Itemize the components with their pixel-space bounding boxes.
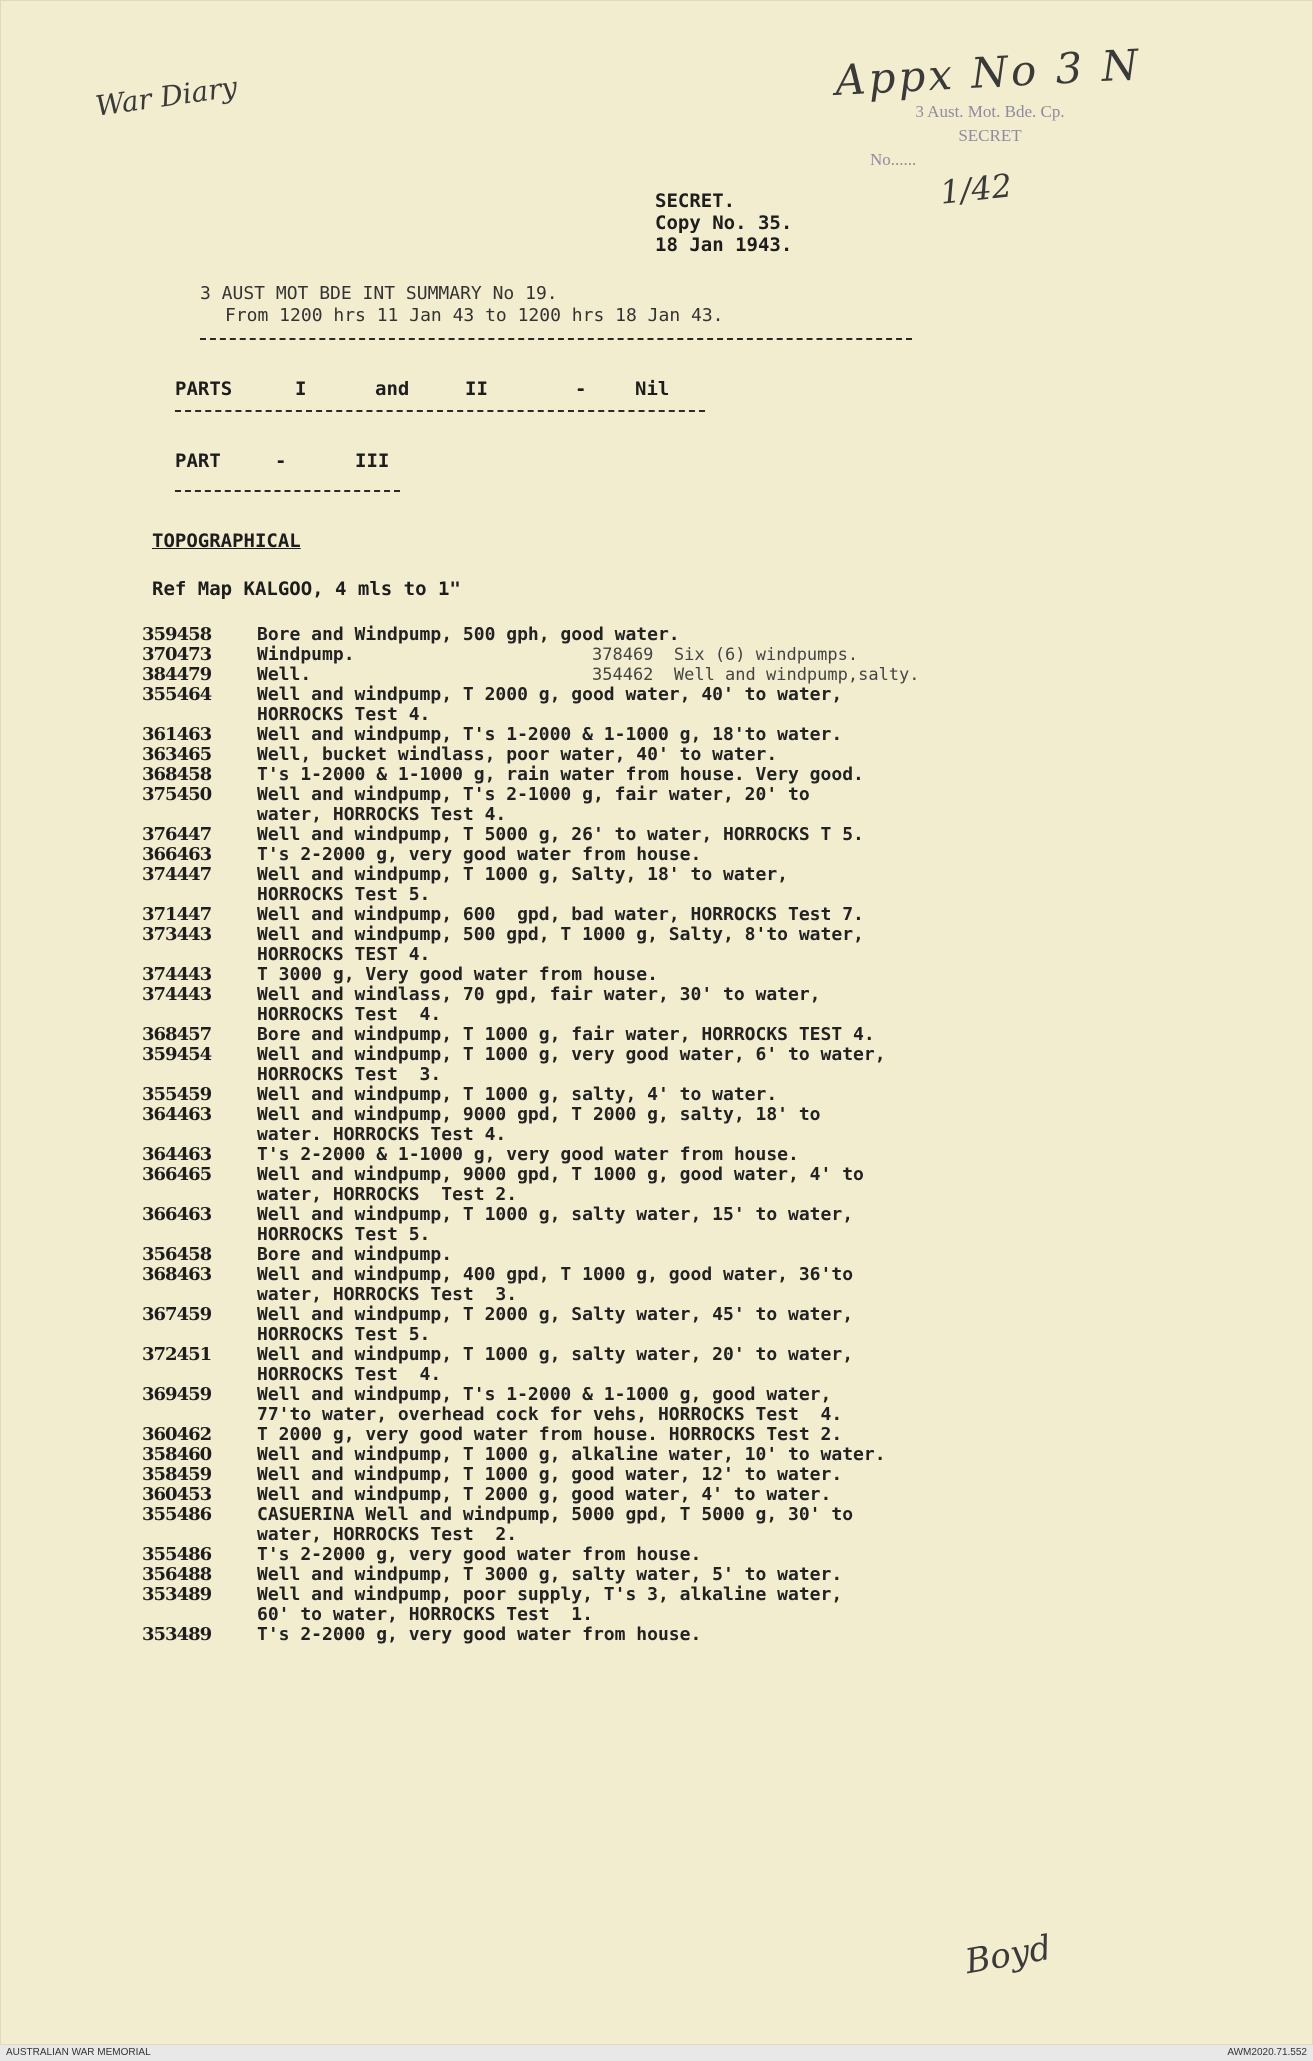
list-item [142, 1585, 1142, 1625]
list-item [142, 1165, 1142, 1205]
list-item [142, 1045, 1142, 1085]
entry-description: Well. [257, 664, 312, 685]
list-item [142, 625, 1142, 645]
summary-title [200, 283, 724, 327]
entry-description: Well and windpump, 9000 gpd, T 2000 g, salty, 18' to water. HORROCKS Test 4. [257, 1104, 821, 1145]
entry-description: Well and windpump, T 1000 g, salty, 4' to water. [257, 1084, 778, 1105]
side-entry: 378469 Six (6) windpumps. [592, 645, 859, 665]
list-item [142, 785, 1142, 825]
list-item [142, 1265, 1142, 1305]
entry-description: Well and windpump, T 1000 g, salty water, 15' to water, HORROCKS Test 5. [257, 1204, 854, 1245]
grid-reference: 359458 [142, 624, 212, 645]
grid-reference: 366463 [142, 1204, 212, 1225]
list-item [142, 985, 1142, 1025]
entry-description: Well and windpump, poor supply, T's 3, alkaline water, 60' to water, HORROCKS Test 1. [257, 1584, 843, 1625]
entry-description: T 3000 g, Very good water from house. [257, 964, 658, 985]
entry-description: CASUERINA Well and windpump, 5000 gpd, T 5000 g, 30' to water, HORROCKS Test 2. [257, 1504, 854, 1545]
entry-description: Well and windpump, 400 gpd, T 1000 g, good water, 36'to water, HORROCKS Test 3. [257, 1264, 854, 1305]
stamp-unit: 3 Aust. Mot. Bde. Cp. [915, 102, 1065, 121]
entry-description: Well and windpump, 500 gpd, T 1000 g, Salty, 8'to water, HORROCKS TEST 4. [257, 924, 864, 965]
grid-reference: 358460 [142, 1444, 212, 1465]
grid-reference: 374443 [142, 964, 212, 985]
grid-reference: 356458 [142, 1244, 212, 1265]
grid-reference: 376447 [142, 824, 212, 845]
list-item [142, 865, 1142, 905]
handwritten-war-diary: War Diary [93, 70, 240, 123]
grid-reference: 369459 [142, 1384, 212, 1405]
secret-label: SECRET. [655, 190, 736, 212]
entry-description: T's 2-2000 g, very good water from house. [257, 1544, 702, 1565]
parts-underline [175, 410, 705, 412]
grid-reference: 356488 [142, 1564, 212, 1585]
grid-reference: 360462 [142, 1424, 212, 1445]
list-item [142, 1085, 1142, 1105]
grid-reference: 361463 [142, 724, 212, 745]
grid-reference: 366465 [142, 1164, 212, 1185]
stamp-classification: SECRET [958, 126, 1022, 145]
entry-description: Well and windpump, T's 1-2000 & 1-1000 g, 18'to water. [257, 724, 843, 745]
grid-reference: 364463 [142, 1104, 212, 1125]
grid-reference: 370473 [142, 644, 212, 665]
entry-description: Well and windpump, T 5000 g, 26' to water, HORROCKS T 5. [257, 824, 864, 845]
water-sources-list [142, 625, 1142, 1645]
grid-reference: 353489 [142, 1584, 212, 1605]
grid-reference: 374447 [142, 864, 212, 885]
part-iii-dash: - [275, 450, 287, 472]
entry-description: Well and windpump, T 1000 g, Salty, 18' to water, HORROCKS Test 5. [257, 864, 789, 905]
list-item [142, 1145, 1142, 1165]
grid-reference: 368458 [142, 764, 212, 785]
entry-description: Bore and windpump, T 1000 g, fair water, HORROCKS TEST 4. [257, 1024, 875, 1045]
entry-description: T 2000 g, very good water from house. HORROCKS Test 2. [257, 1424, 843, 1445]
entry-description: Well and windpump, T's 2-1000 g, fair water, 20' to water, HORROCKS Test 4. [257, 784, 810, 825]
entry-description: Well and windpump, T 2000 g, good water, 4' to water. [257, 1484, 832, 1505]
grid-reference: 364463 [142, 1144, 212, 1165]
handwritten-appendix-number: Appx No 3 N [833, 40, 1143, 105]
entry-description: Well, bucket windlass, poor water, 40' to water. [257, 744, 778, 765]
list-item [142, 1205, 1142, 1245]
list-item [142, 1445, 1142, 1465]
list-item [142, 645, 1142, 665]
grid-reference: 353489 [142, 1624, 212, 1645]
list-item [142, 745, 1142, 765]
dash-label: - [575, 378, 587, 400]
entry-description: Well and windpump, T 1000 g, alkaline water, 10' to water. [257, 1444, 886, 1465]
and-label: and [375, 378, 410, 400]
list-item [142, 925, 1142, 965]
list-item [142, 1345, 1142, 1385]
list-item [142, 1385, 1142, 1425]
list-item [142, 1465, 1142, 1485]
list-item [142, 1425, 1142, 1445]
list-item [142, 1625, 1142, 1645]
grid-reference: 359454 [142, 1044, 212, 1065]
entry-description: T's 2-2000 & 1-1000 g, very good water from house. [257, 1144, 799, 1165]
grid-reference: 373443 [142, 924, 212, 945]
grid-reference: 355486 [142, 1544, 212, 1565]
grid-reference: 374443 [142, 984, 212, 1005]
list-item [142, 845, 1142, 865]
summary-title-line1: 3 AUST MOT BDE INT SUMMARY No 19. [200, 283, 558, 304]
part-iii-underline [175, 490, 400, 492]
footer-reference: AWM2020.71.552 [1227, 2047, 1307, 2058]
grid-reference: 375450 [142, 784, 212, 805]
list-item [142, 1245, 1142, 1265]
list-item [142, 765, 1142, 785]
title-underline [200, 338, 912, 340]
list-item [142, 965, 1142, 985]
grid-reference: 358459 [142, 1464, 212, 1485]
grid-reference: 360453 [142, 1484, 212, 1505]
entry-description: Well and windpump, 9000 gpd, T 1000 g, good water, 4' to water, HORROCKS Test 2. [257, 1164, 864, 1205]
grid-reference: 368463 [142, 1264, 212, 1285]
entry-description: Well and windpump, T 2000 g, good water, 40' to water, HORROCKS Test 4. [257, 684, 843, 725]
grid-reference: 363465 [142, 744, 212, 765]
grid-reference: 368457 [142, 1024, 212, 1045]
entry-description: Well and windpump, T 1000 g, salty water, 20' to water, HORROCKS Test 4. [257, 1344, 854, 1385]
parts-label: PARTS [175, 378, 233, 400]
nil-label: Nil [635, 378, 670, 400]
entry-description: Bore and windpump. [257, 1244, 453, 1265]
entry-description: T's 1-2000 & 1-1000 g, rain water from house. Very good. [257, 764, 864, 785]
reference-map: Ref Map KALGOO, 4 mls to 1" [152, 578, 461, 600]
grid-reference: 371447 [142, 904, 212, 925]
footer-institution: AUSTRALIAN WAR MEMORIAL [6, 2047, 151, 2058]
entry-description: T's 2-2000 g, very good water from house. [257, 1624, 702, 1645]
copy-number: Copy No. 35. [655, 212, 793, 234]
entry-description: Well and windpump, T 3000 g, salty water, 5' to water. [257, 1564, 843, 1585]
list-item [142, 905, 1142, 925]
grid-reference: 355464 [142, 684, 212, 705]
grid-reference: 366463 [142, 844, 212, 865]
secret-stamp [860, 100, 1120, 172]
entry-description: Well and windpump, 600 gpd, bad water, HORROCKS Test 7. [257, 904, 864, 925]
section-heading: TOPOGRAPHICAL [152, 530, 301, 552]
grid-reference: 372451 [142, 1344, 212, 1365]
grid-reference: 384479 [142, 664, 212, 685]
list-item [142, 725, 1142, 745]
document-date: 18 Jan 1943. [655, 234, 793, 256]
part-i-label: I [295, 378, 307, 400]
grid-reference: 355459 [142, 1084, 212, 1105]
entry-description: Well and windpump, T 2000 g, Salty water, 45' to water, HORROCKS Test 5. [257, 1304, 854, 1345]
grid-reference: 367459 [142, 1304, 212, 1325]
handwritten-signature: Boyd [962, 1927, 1055, 1983]
list-item [142, 1565, 1142, 1585]
list-item [142, 825, 1142, 845]
list-item [142, 1545, 1142, 1565]
list-item [142, 1305, 1142, 1345]
entry-description: Well and windpump, T 1000 g, good water, 12' to water. [257, 1464, 843, 1485]
side-entry: 354462 Well and windpump,salty. [592, 665, 920, 685]
entry-description: Well and windpump, T's 1-2000 & 1-1000 g, good water, 77'to water, overhead cock for vehs, HORROCKS Test 4. [257, 1384, 843, 1425]
stamp-number-label: No...... [870, 150, 917, 169]
document-header [655, 190, 792, 256]
list-item [142, 1505, 1142, 1545]
grid-reference: 355486 [142, 1504, 212, 1525]
archive-footer [0, 2045, 1313, 2061]
summary-title-line2: From 1200 hrs 11 Jan 43 to 1200 hrs 18 Jan 43. [225, 305, 724, 326]
list-item [142, 1105, 1142, 1145]
part-ii-label: II [465, 378, 488, 400]
part-label: PART [175, 450, 221, 472]
list-item [142, 665, 1142, 685]
entry-description: Windpump. [257, 644, 355, 665]
list-item [142, 1025, 1142, 1045]
entry-description: Well and windpump, T 1000 g, very good water, 6' to water, HORROCKS Test 3. [257, 1044, 886, 1085]
handwritten-document-number: 1/42 [938, 166, 1014, 212]
list-item [142, 685, 1142, 725]
entry-description: Well and windlass, 70 gpd, fair water, 30' to water, HORROCKS Test 4. [257, 984, 821, 1025]
entry-description: Bore and Windpump, 500 gph, good water. [257, 624, 680, 645]
entry-description: T's 2-2000 g, very good water from house. [257, 844, 702, 865]
list-item [142, 1485, 1142, 1505]
part-iii-label: III [355, 450, 390, 472]
